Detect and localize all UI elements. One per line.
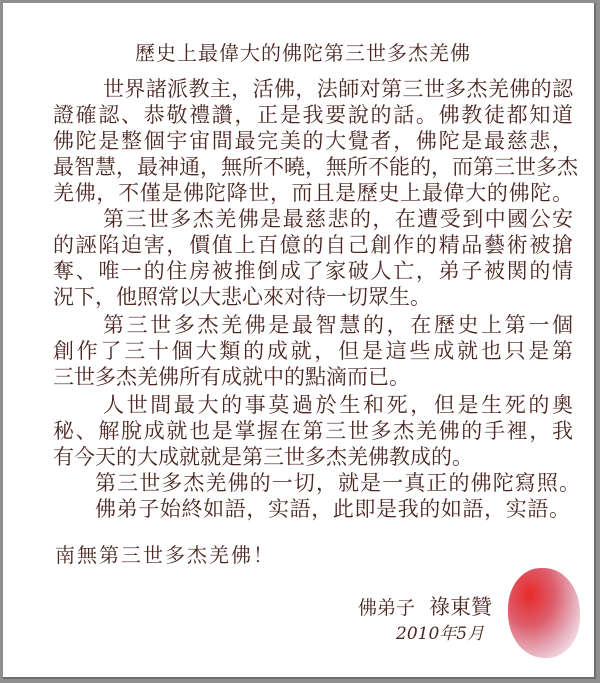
text-line: 況下，他照常以大悲心來对待一切眾生。 [53, 285, 431, 309]
signature-name: 祿東贊 [429, 595, 493, 619]
signature-date: 2010年5月 [396, 624, 485, 644]
closing-invocation: 南無第三世多杰羌佛！ [55, 543, 275, 567]
text-line: 羌佛，不僅是佛陀降世，而且是歷史上最偉大的佛陀。 [53, 181, 573, 205]
text-line: 第三世多杰羌佛是最慈悲的，在遭受到中國公安 [103, 207, 573, 231]
text-line: 有今天的大成就就是第三世多杰羌佛教成的。 [53, 445, 473, 469]
text-line: 第三世多杰羌佛的一切，就是一真正的佛陀寫照。 [95, 471, 580, 495]
text-line: 最智慧，最神通，無所不曉，無所不能的，而第三世多杰 [53, 155, 578, 179]
text-line: 證確認、恭敬禮讚，正是我要說的話。佛教徒都知道 [53, 103, 573, 127]
text-line: 的誣陷迫害，價值上百億的自己創作的精品藝術被搶 [53, 233, 573, 257]
text-line: 人世間最大的事莫過於生和死，但是生死的奧 [103, 393, 573, 417]
document-title: 歷史上最偉大的佛陀第三世多杰羌佛 [135, 41, 471, 65]
text-line: 創作了三十個大類的成就，但是這些成就也只是第 [53, 339, 573, 363]
signature [358, 591, 492, 621]
text-line: 奪、唯一的住房被推倒成了家破人亡，弟子被関的情 [53, 259, 573, 283]
text-line: 世界諸派教主，活佛，法師对第三世多杰羌佛的認 [103, 77, 573, 101]
red-thumbprint [508, 568, 580, 658]
text-line: 秘、解脫成就也是掌握在第三世多杰羌佛的手裡，我 [53, 419, 573, 443]
text-line: 佛陀是整個宇宙間最完美的大覺者，佛陀是最慈悲， [53, 129, 573, 153]
signature-prefix: 佛弟子 [358, 597, 416, 619]
text-line: 三世多杰羌佛所有成就中的點滴而已。 [53, 365, 410, 389]
letter-page [3, 3, 596, 679]
text-line: 佛弟子始終如語，实語，此即是我的如語，实語。 [95, 497, 570, 521]
text-line: 第三世多杰羌佛是最智慧的，在歷史上第一個 [103, 313, 573, 337]
